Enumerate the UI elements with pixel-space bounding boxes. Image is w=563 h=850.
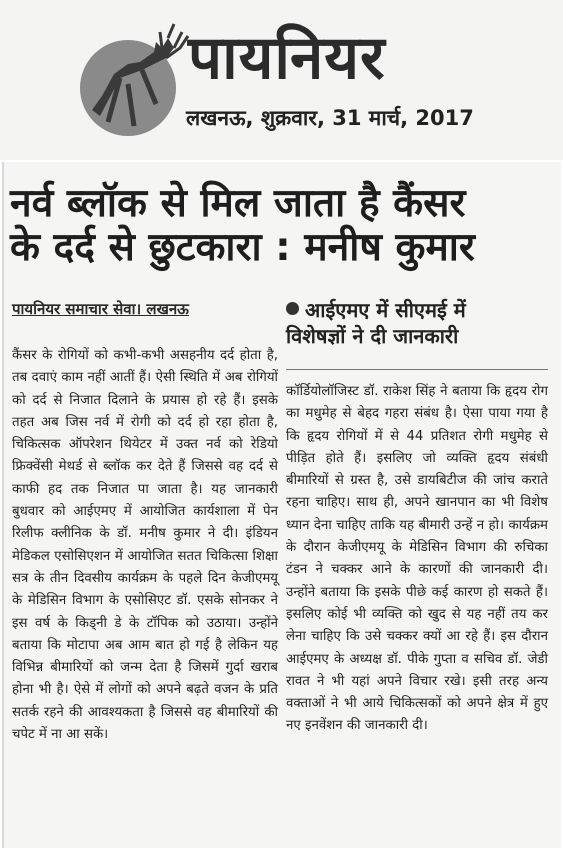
subheading bbox=[286, 297, 548, 349]
bullet-dot-icon bbox=[286, 302, 299, 315]
article-column-left bbox=[12, 345, 278, 746]
article-headline bbox=[10, 182, 550, 271]
deer-logo-icon bbox=[70, 18, 190, 148]
masthead bbox=[0, 0, 563, 160]
right-column-text: कॉर्डियोलॉजिस्ट डॉ. राकेश सिंह ने बताया कि हृदय रोग का मधुमेह से बेहद गहरा संबंध है। ऐसा पाया गया है कि हृदय रोगियों में से 44 प्रतिशत रोगी मधुमेह से पीड़ित होते हैं। इसलिए जो व्यक्ति हृदय संबंधी बीमारियों से ग्रस्त है, उसे डायबिटीज की जांच कराते रहना चाहिए। साथ ही, अपने खानपान का भी विशेष ध्यान देना चाहिए ताकि यह बीमारी उन्हें न हो। कार्यक्रम के दौरान केजीएमयू के मेडिसिन विभाग की रुचिका टंडन ने चक्कर आने के कारणों की जानकारी दी। उन्होंने बताया कि इसके पीछे कई कारण हो सकते हैं। इसलिए कोई भी व्यक्ति को खुद से यह नहीं तय कर लेना चाहिए कि उसे चक्कर क्यों आ रहे हैं। इस दौरान आईएमए के अध्यक्ष डॉ. पीके गुप्ता व सचिव डॉ. जेडी रावत ने भी यहां अपने विचार रखे। इसी तरह अन्य वक्ताओं ने भी आये चिकित्सकों को अपने क्षेत्र में हुए नए इनवेंशन की जानकारी दी। bbox=[286, 384, 548, 734]
dateline: लखनऊ, शुक्रवार, 31 मार्च, 2017 bbox=[186, 106, 474, 130]
headline-line-1: नर्व ब्लॉक से मिल जाता है कैंसर bbox=[10, 181, 466, 226]
left-column-text: कैंसर के रोगियों को कभी-कभी असहनीय दर्द होता है, तब दवाएं काम नहीं आतीं हैं। ऐसी स्थिति में अब रोगियों को दर्द से निजात दिलाने के प्रयास हो रहे हैं। इसके तहत अब जिस नर्व में रोगी को दर्द हो रहा होता है, चिकित्सक ऑपरेशन थियेटर में उक्त नर्व को रेडियो फ्रिक्वेंसी मेथर्ड से ब्लॉक कर देते हैं जिससे वह दर्द से काफी हद तक निजात पा जाता है। यह जानकारी बुधवार को आईएमए में आयोजित कार्यशाला में पेन रिलीफ क्लीनिक के डॉ. मनीष कुमार ने दी। इंडियन मेडिकल एसोसिएशन में आयोजित सतत चिकित्सा शिक्षा सत्र के तीन दिवसीय कार्यक्रम के पहले दिन केजीएमयू के मेडिसिन विभाग के एसोसिएट डॉ. एसके सोनकर ने इस वर्ष के किड्नी डे के टॉपिक को उठाया। उन्होंने बताया कि मोटापा अब आम बात हो गई है लेकिन यह विभिन्न बीमारियों को जन्म देता है जिसमें गुर्दा खराब होना भी है। ऐसे में लोगों को अपने बढ़ते वजन के प्रति सतर्क रहने की आवश्यकता है जिससे वह बीमारियों की चपेट में ना आ सकें। bbox=[12, 348, 278, 743]
subhead-line-2: विशेषज्ञों ने दी जानकारी bbox=[286, 324, 459, 348]
newspaper-name: पायनियर bbox=[188, 23, 386, 93]
byline: पायनियर समाचार सेवा। लखनऊ bbox=[12, 300, 189, 318]
article-column-right bbox=[286, 381, 548, 738]
headline-line-2: के दर्द से छुटकारा : मनीष कुमार bbox=[10, 225, 475, 271]
subhead-divider bbox=[286, 369, 548, 370]
subhead-line-1: आईएमए में सीएमई में bbox=[305, 298, 466, 322]
